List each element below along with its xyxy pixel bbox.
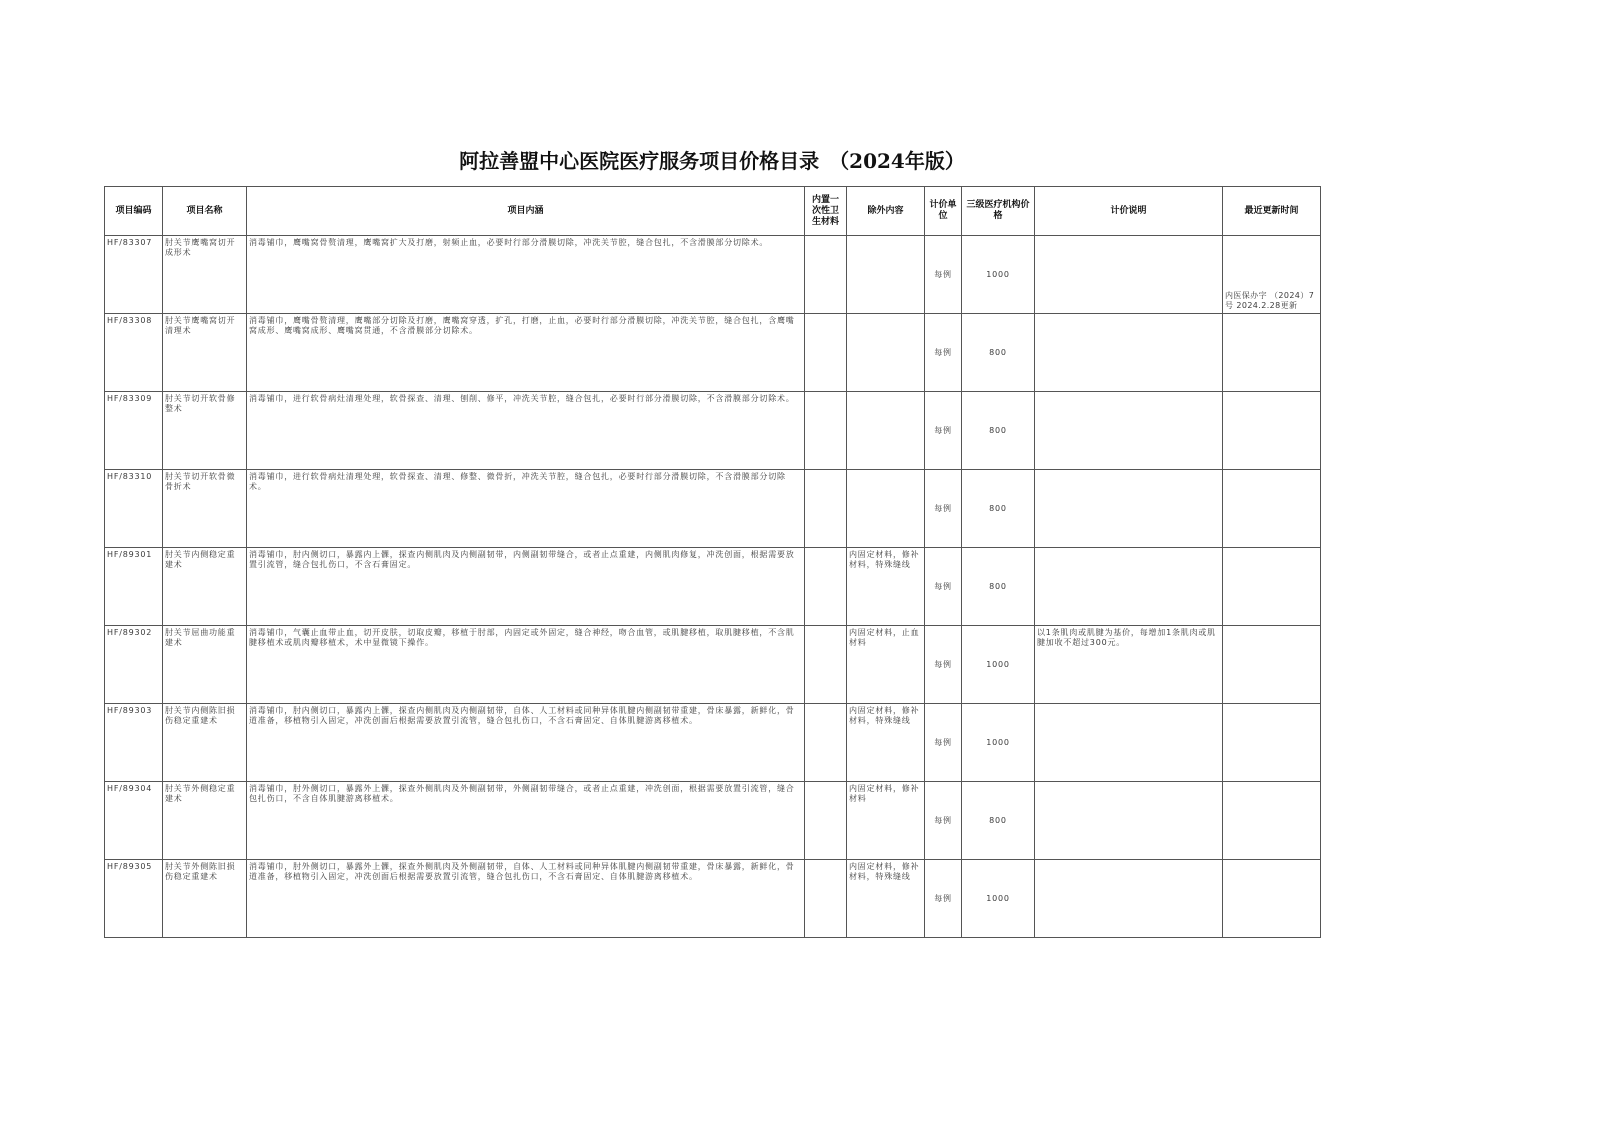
cell-included-materials: [805, 782, 847, 860]
cell-code: HF/83310: [105, 470, 163, 548]
cell-unit: 每例: [925, 860, 962, 938]
cell-name: 肘关节切开软骨修整术: [163, 392, 247, 470]
cell-pricing-note: [1035, 782, 1223, 860]
cell-pricing-note: [1035, 236, 1223, 314]
cell-unit: 每例: [925, 782, 962, 860]
cell-name: 肘关节内侧陈旧损伤稳定重建术: [163, 704, 247, 782]
cell-pricing-note: [1035, 860, 1223, 938]
table-row: [105, 860, 1321, 938]
cell-pricing-note: [1035, 704, 1223, 782]
cell-name: 肘关节外侧稳定重建术: [163, 782, 247, 860]
cell-content: 消毒铺巾，鹰嘴窝骨赘清理，鹰嘴窝扩大及打磨，射频止血，必要时行部分滑膜切除，冲洗关节腔，缝合包扎，不含滑膜部分切除术。: [247, 236, 805, 314]
cell-content: 消毒铺巾，进行软骨病灶清理处理，软骨探查、清理、刨削、修平，冲洗关节腔，缝合包扎，必要时行部分滑膜切除，不含滑膜部分切除术。: [247, 392, 805, 470]
cell-name: 肘关节鹰嘴窝切开清理术: [163, 314, 247, 392]
cell-included-materials: [805, 626, 847, 704]
cell-code: HF/89305: [105, 860, 163, 938]
table-row: [105, 392, 1321, 470]
cell-content: 消毒铺巾，气囊止血带止血，切开皮肤，切取皮瓣，移植于肘部，内固定或外固定，缝合神经，吻合血管，或肌腱移植，取肌腱移植，不含肌腱移植术或肌肉瓣移植术，术中显微镜下操作。: [247, 626, 805, 704]
cell-unit: 每例: [925, 392, 962, 470]
cell-code: HF/83308: [105, 314, 163, 392]
header-unit: 计价单位: [925, 187, 962, 236]
price-catalog-table: [104, 186, 1321, 938]
cell-name: 肘关节鹰嘴窝切开成形术: [163, 236, 247, 314]
header-excluded: 除外内容: [847, 187, 925, 236]
cell-updated: [1223, 470, 1321, 548]
cell-excluded: [847, 314, 925, 392]
header-pricing-note: 计价说明: [1035, 187, 1223, 236]
cell-pricing-note: 以1条肌肉或肌腱为基价，每增加1条肌肉或肌腱加收不超过300元。: [1035, 626, 1223, 704]
cell-price: 1000: [962, 626, 1035, 704]
cell-code: HF/83309: [105, 392, 163, 470]
cell-unit: 每例: [925, 626, 962, 704]
cell-unit: 每例: [925, 548, 962, 626]
cell-unit: 每例: [925, 236, 962, 314]
cell-price: 1000: [962, 704, 1035, 782]
cell-price: 800: [962, 392, 1035, 470]
cell-price: 800: [962, 470, 1035, 548]
cell-content: 消毒铺巾，肘外侧切口，暴露外上髁，探查外侧肌肉及外侧副韧带，自体、人工材料或同种异体肌腱内侧副韧带重建，骨床暴露，新鲜化，骨道准备，移植物引入固定，冲洗创面后根据需要放置引流管，缝合包扎伤口，不含石膏固定、自体肌腱游离移植术。: [247, 860, 805, 938]
document-title: 阿拉善盟中心医院医疗服务项目价格目录 （2024年版）: [459, 149, 965, 173]
cell-included-materials: [805, 704, 847, 782]
cell-pricing-note: [1035, 470, 1223, 548]
cell-unit: 每例: [925, 704, 962, 782]
cell-included-materials: [805, 236, 847, 314]
cell-updated: [1223, 548, 1321, 626]
table-header: [105, 187, 1321, 236]
cell-price: 800: [962, 782, 1035, 860]
cell-content: 消毒铺巾，鹰嘴骨赘清理，鹰嘴部分切除及打磨，鹰嘴窝穿透，扩孔，打磨，止血，必要时行部分滑膜切除，冲洗关节腔，缝合包扎，含鹰嘴窝成形、鹰嘴窝成形、鹰嘴窝贯通，不含滑膜部分切除术。: [247, 314, 805, 392]
table-row: [105, 704, 1321, 782]
cell-excluded: [847, 470, 925, 548]
cell-unit: 每例: [925, 314, 962, 392]
cell-name: 肘关节切开软骨微骨折术: [163, 470, 247, 548]
cell-price: 800: [962, 548, 1035, 626]
cell-unit: 每例: [925, 470, 962, 548]
table-row: [105, 782, 1321, 860]
table-row: [105, 236, 1321, 314]
cell-pricing-note: [1035, 548, 1223, 626]
cell-updated: [1223, 314, 1321, 392]
cell-name: 肘关节外侧陈旧损伤稳定重建术: [163, 860, 247, 938]
cell-excluded: [847, 236, 925, 314]
header-row: [105, 187, 1321, 236]
table-row: [105, 626, 1321, 704]
cell-excluded: 内固定材料，止血材料: [847, 626, 925, 704]
cell-included-materials: [805, 548, 847, 626]
table-row: [105, 314, 1321, 392]
cell-excluded: 内固定材料，修补材料，特殊缝线: [847, 704, 925, 782]
cell-price: 1000: [962, 236, 1035, 314]
cell-code: HF/83307: [105, 236, 163, 314]
cell-included-materials: [805, 860, 847, 938]
cell-code: HF/89302: [105, 626, 163, 704]
cell-name: 肘关节屈曲功能重建术: [163, 626, 247, 704]
table-body: [105, 236, 1321, 938]
cell-updated: [1223, 782, 1321, 860]
cell-pricing-note: [1035, 314, 1223, 392]
cell-content: 消毒铺巾，进行软骨病灶清理处理，软骨探查、清理、修整、微骨折，冲洗关节腔，缝合包扎，必要时行部分滑膜切除，不含滑膜部分切除术。: [247, 470, 805, 548]
cell-updated: [1223, 626, 1321, 704]
header-included-materials: 内置一次性卫生材料: [805, 187, 847, 236]
table-row: [105, 548, 1321, 626]
cell-pricing-note: [1035, 392, 1223, 470]
cell-excluded: 内固定材料，修补材料，特殊缝线: [847, 860, 925, 938]
cell-content: 消毒铺巾，肘外侧切口，暴露外上髁，探查外侧肌肉及外侧副韧带，外侧副韧带缝合，或者止点重建，冲洗创面，根据需要放置引流管，缝合包扎伤口，不含自体肌腱游离移植术。: [247, 782, 805, 860]
cell-price: 800: [962, 314, 1035, 392]
cell-content: 消毒铺巾，肘内侧切口，暴露内上髁，探查内侧肌肉及内侧副韧带，自体、人工材料或同种异体肌腱内侧副韧带重建，骨床暴露，新鲜化，骨道准备，移植物引入固定，冲洗创面后根据需要放置引流管，缝合包扎伤口，不含石膏固定、自体肌腱游离移植术。: [247, 704, 805, 782]
header-price: 三级医疗机构价格: [962, 187, 1035, 236]
cell-name: 肘关节内侧稳定重建术: [163, 548, 247, 626]
cell-price: 1000: [962, 860, 1035, 938]
header-name: 项目名称: [163, 187, 247, 236]
cell-included-materials: [805, 314, 847, 392]
cell-updated: [1223, 704, 1321, 782]
cell-content: 消毒铺巾，肘内侧切口，暴露内上髁，探查内侧肌肉及内侧副韧带，内侧副韧带缝合，或者止点重建，内侧肌肉修复，冲洗创面，根据需要放置引流管，缝合包扎伤口，不含石膏固定。: [247, 548, 805, 626]
cell-updated: [1223, 860, 1321, 938]
header-updated: 最近更新时间: [1223, 187, 1321, 236]
table-row: [105, 470, 1321, 548]
cell-updated: 内医保办字 （2024）7号 2024.2.28更新: [1223, 236, 1321, 314]
cell-code: HF/89304: [105, 782, 163, 860]
cell-code: HF/89301: [105, 548, 163, 626]
cell-included-materials: [805, 470, 847, 548]
header-content: 项目内涵: [247, 187, 805, 236]
cell-updated: [1223, 392, 1321, 470]
cell-excluded: 内固定材料，修补材料，特殊缝线: [847, 548, 925, 626]
header-code: 项目编码: [105, 187, 163, 236]
cell-code: HF/89303: [105, 704, 163, 782]
cell-included-materials: [805, 392, 847, 470]
cell-excluded: 内固定材料，修补材料: [847, 782, 925, 860]
cell-excluded: [847, 392, 925, 470]
